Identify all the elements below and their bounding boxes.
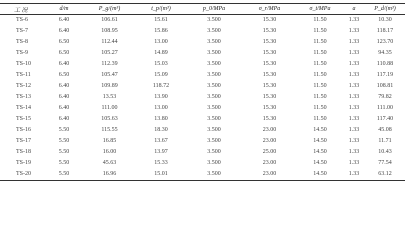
table-cell: 1.33 <box>348 17 360 23</box>
table-cell: 3.500 <box>207 94 221 100</box>
table-cell: 13.00 <box>154 105 168 111</box>
table-cell: 115.55 <box>101 127 118 133</box>
header-pg: P_g/(m³) <box>83 4 136 15</box>
table-cell: 6.40 <box>58 105 70 111</box>
table-cell: 108.81 <box>376 83 394 89</box>
table-row <box>0 70 405 81</box>
table-cell: 45.08 <box>378 127 392 133</box>
table-cell: 1.33 <box>348 94 360 100</box>
table-cell: 3.500 <box>207 61 221 67</box>
table-cell: TS-7 <box>16 28 28 34</box>
table-row <box>0 48 405 59</box>
table-cell: 118.72 <box>152 83 170 89</box>
table-cell: 117.40 <box>376 116 394 122</box>
table-cell: 3.500 <box>207 160 221 166</box>
table-cell: 105.27 <box>101 50 118 56</box>
table-cell: 1.33 <box>348 105 360 111</box>
table-cell: 110.88 <box>376 61 394 67</box>
table-cell: 112.44 <box>101 39 118 45</box>
table-cell: TS-15 <box>16 116 31 122</box>
table-cell: 15.30 <box>262 94 277 100</box>
table-cell: 79.82 <box>378 94 392 100</box>
table-cell: 23.00 <box>262 127 277 133</box>
table-row <box>0 158 405 169</box>
table-cell: 1.33 <box>343 169 365 181</box>
table-cell: 14.50 <box>313 127 327 133</box>
table-cell: 15.61 <box>154 17 168 23</box>
table-cell: 15.30 <box>262 39 277 45</box>
table-cell: 3.500 <box>207 138 221 144</box>
table-cell: 6.40 <box>58 94 70 100</box>
table-cell: 11.50 <box>313 94 327 100</box>
table-cell: 1.33 <box>348 127 360 133</box>
table-cell: 15.30 <box>262 28 277 34</box>
table-cell: 111.00 <box>101 105 118 111</box>
table-cell: 45.63 <box>102 160 117 166</box>
table-cell: 77.54 <box>378 160 392 166</box>
table-cell: 1.33 <box>348 72 360 78</box>
table-cell: 11.50 <box>313 72 327 78</box>
table-row <box>0 59 405 70</box>
table-row <box>0 125 405 136</box>
table-cell: 106.61 <box>101 17 118 23</box>
table-cell: 1.33 <box>348 83 360 89</box>
table-cell: 6.40 <box>58 61 70 67</box>
table-cell: 14.50 <box>313 138 327 144</box>
table-cell: 3.500 <box>207 105 221 111</box>
table-row <box>0 169 405 181</box>
header-sigma-t: σ_t/MPa <box>297 4 343 15</box>
table-cell: 118.17 <box>376 28 394 34</box>
table-cell: 14.50 <box>313 160 327 166</box>
table-cell: 13.67 <box>154 138 168 144</box>
table-cell: 6.40 <box>58 28 70 34</box>
table-cell: 63.12 <box>365 169 405 181</box>
table-cell: 1.33 <box>348 39 360 45</box>
table-row <box>0 81 405 92</box>
table-cell: 5.50 <box>45 169 83 181</box>
table-cell: 1.33 <box>348 28 360 34</box>
table-cell: 15.33 <box>154 160 168 166</box>
table-cell: 15.01 <box>136 169 186 181</box>
table-cell: 6.40 <box>58 83 70 89</box>
table-cell: 15.30 <box>262 105 277 111</box>
table-cell: 15.30 <box>262 17 277 23</box>
table-cell: 23.00 <box>262 160 277 166</box>
table-cell: 11.50 <box>313 39 327 45</box>
table-cell: 11.50 <box>313 105 327 111</box>
table-cell: 15.30 <box>262 61 277 67</box>
table-cell: 1.33 <box>348 138 360 144</box>
table-row <box>0 92 405 103</box>
table-cell: TS-16 <box>16 127 31 133</box>
table-cell: 11.50 <box>313 83 327 89</box>
table-cell: 1.33 <box>348 149 360 155</box>
header-sigma-r: σ_r/MPa <box>242 4 297 15</box>
table-cell: 117.19 <box>376 72 394 78</box>
table-cell: 111.00 <box>376 105 394 111</box>
table-cell: 16.85 <box>102 138 117 144</box>
table-cell: 15.09 <box>154 72 168 78</box>
table-cell: 5.50 <box>58 138 70 144</box>
header-tp: t_p/(m³) <box>136 4 186 15</box>
table-cell: 11.50 <box>313 50 327 56</box>
table-cell: 1.33 <box>348 160 360 166</box>
table-header-row <box>0 4 405 15</box>
table-cell: 11.50 <box>313 17 327 23</box>
table-cell: 10.30 <box>378 17 392 23</box>
table-cell: 13.97 <box>154 149 168 155</box>
table-cell: 5.50 <box>58 160 70 166</box>
table-cell: TS-20 <box>0 169 45 181</box>
table-cell: 3.500 <box>207 149 221 155</box>
table-cell: 14.50 <box>313 149 327 155</box>
table-cell: 15.30 <box>262 83 277 89</box>
table-cell: 94.35 <box>378 50 392 56</box>
header-d: d/m <box>45 4 83 15</box>
table-cell: 112.39 <box>101 61 118 67</box>
table-cell: 15.30 <box>262 72 277 78</box>
table-cell: TS-14 <box>16 105 31 111</box>
table-cell: 1.33 <box>348 50 360 56</box>
data-table <box>0 3 405 181</box>
table-cell: 3.500 <box>207 39 221 45</box>
table-cell: 13.53 <box>102 94 117 100</box>
table-cell: 18.30 <box>154 127 168 133</box>
table-cell: 3.500 <box>207 50 221 56</box>
table-cell: 5.50 <box>58 127 70 133</box>
table-cell: 14.50 <box>297 169 343 181</box>
table-body <box>0 15 405 181</box>
table-cell: 108.95 <box>101 28 118 34</box>
table-cell: 11.71 <box>378 138 392 144</box>
table-cell: TS-6 <box>16 17 28 23</box>
header-pd: P_d/(m³) <box>365 4 405 15</box>
table-cell: 13.80 <box>154 116 168 122</box>
table-cell: 6.50 <box>58 39 70 45</box>
table-cell: 6.40 <box>58 17 70 23</box>
table-cell: 3.500 <box>207 72 221 78</box>
table-cell: 3.500 <box>207 28 221 34</box>
header-a: a <box>343 4 365 15</box>
table-cell: 15.30 <box>262 116 277 122</box>
table-row <box>0 114 405 125</box>
table-row <box>0 103 405 114</box>
table-cell: 105.47 <box>101 72 118 78</box>
table-cell: 10.43 <box>378 149 392 155</box>
table-cell: TS-8 <box>16 39 28 45</box>
table-row <box>0 37 405 48</box>
table-cell: 23.00 <box>242 169 297 181</box>
table-cell: 6.50 <box>58 72 70 78</box>
table-row <box>0 136 405 147</box>
table-row <box>0 26 405 37</box>
table-cell: TS-17 <box>16 138 31 144</box>
table-cell: 1.33 <box>348 116 360 122</box>
table-cell: TS-9 <box>16 50 28 56</box>
table-cell: 6.50 <box>58 50 70 56</box>
table-cell: 105.63 <box>101 116 118 122</box>
table-cell: 5.50 <box>58 149 70 155</box>
table-cell: 16.96 <box>83 169 136 181</box>
table-cell: 16.00 <box>102 149 117 155</box>
table-cell: TS-19 <box>16 160 31 166</box>
table-cell: 1.33 <box>348 61 360 67</box>
table-cell: 11.50 <box>313 61 327 67</box>
table-cell: 14.89 <box>154 50 168 56</box>
table-cell: 25.00 <box>262 149 277 155</box>
table-row <box>0 15 405 27</box>
table-cell: 109.89 <box>101 83 118 89</box>
table-cell: 3.500 <box>207 116 221 122</box>
table-row <box>0 147 405 158</box>
table-cell: 15.86 <box>154 28 168 34</box>
table-cell: 23.00 <box>262 138 277 144</box>
table-cell: 3.500 <box>207 17 221 23</box>
table-cell: 3.500 <box>207 127 221 133</box>
table-cell: TS-18 <box>16 149 31 155</box>
table-cell: 3.500 <box>186 169 242 181</box>
table-cell: TS-10 <box>16 61 31 67</box>
header-case: 工 况 <box>0 4 45 15</box>
table-cell: 13.00 <box>154 39 168 45</box>
table-cell: 3.500 <box>207 83 221 89</box>
table-cell: 11.50 <box>313 116 327 122</box>
table-cell: 11.50 <box>313 28 327 34</box>
table-cell: TS-11 <box>16 72 31 78</box>
table-cell: 15.30 <box>262 50 277 56</box>
table-cell: 6.40 <box>58 116 70 122</box>
table-cell: 123.70 <box>376 39 394 45</box>
table-cell: 13.90 <box>154 94 168 100</box>
table-cell: 15.03 <box>154 61 168 67</box>
header-p0: p_0/MPa <box>186 4 242 15</box>
table-cell: TS-12 <box>16 83 31 89</box>
table-cell: TS-13 <box>16 94 31 100</box>
